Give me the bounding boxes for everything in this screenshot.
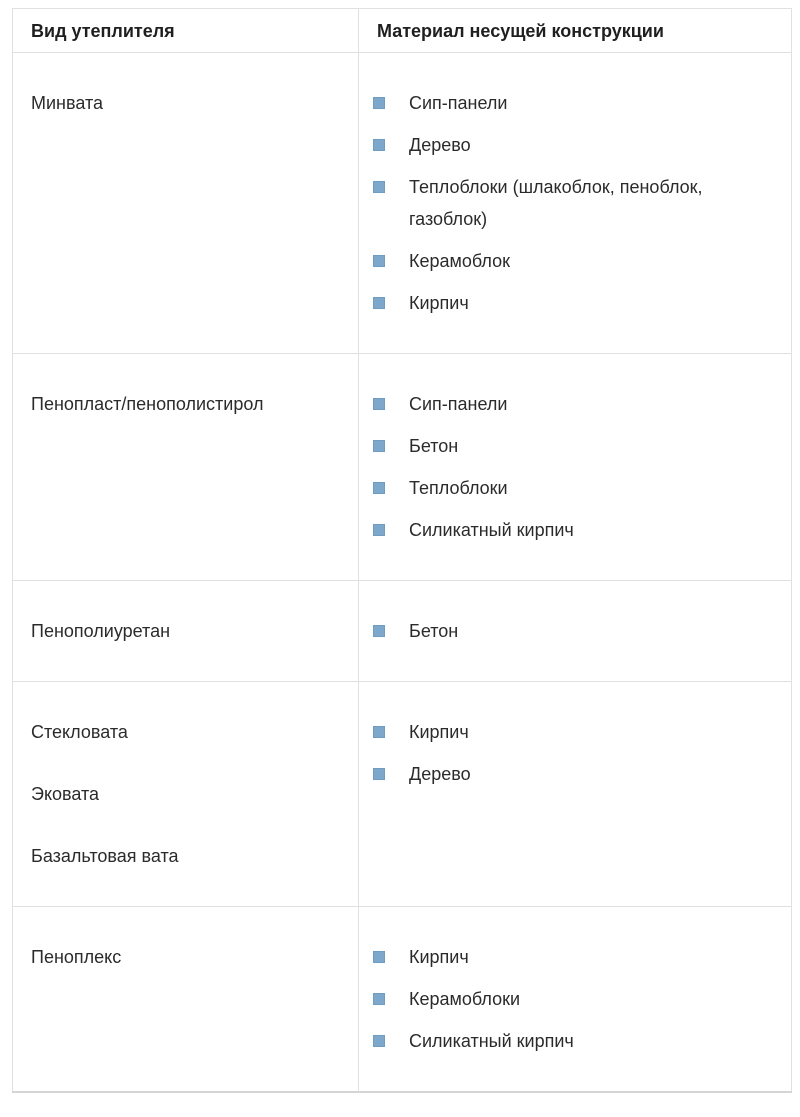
table-header xyxy=(13,9,792,53)
square-bullet-icon xyxy=(373,524,385,536)
materials-list xyxy=(373,615,771,647)
materials-list xyxy=(373,716,771,790)
column-header-structure-material: Материал несущей конструкции xyxy=(359,9,792,53)
square-bullet-icon xyxy=(373,440,385,452)
material-item xyxy=(373,129,771,161)
square-bullet-icon xyxy=(373,398,385,410)
materials-cell xyxy=(359,581,792,682)
material-item-label: Силикатный кирпич xyxy=(409,520,574,540)
square-bullet-icon xyxy=(373,768,385,780)
material-item-label: Силикатный кирпич xyxy=(409,1031,574,1051)
material-item-label: Бетон xyxy=(409,621,459,641)
materials-list xyxy=(373,941,771,1057)
insulation-label: Базальтовая вата xyxy=(31,846,179,866)
table-row xyxy=(13,53,792,354)
insulation-cell xyxy=(13,581,359,682)
insulation-materials-table xyxy=(12,8,792,1093)
insulation-label: Стекловата xyxy=(31,722,128,742)
material-item xyxy=(373,615,771,647)
square-bullet-icon xyxy=(373,625,385,637)
table-row xyxy=(13,907,792,1093)
material-item-label: Кирпич xyxy=(409,722,469,742)
square-bullet-icon xyxy=(373,482,385,494)
square-bullet-icon xyxy=(373,726,385,738)
insulation-cell xyxy=(13,682,359,907)
material-item xyxy=(373,430,771,462)
table-row xyxy=(13,581,792,682)
square-bullet-icon xyxy=(373,181,385,193)
materials-cell xyxy=(359,682,792,907)
materials-list xyxy=(373,388,771,546)
insulation-label: Пенопласт/пенополистирол xyxy=(31,394,264,414)
materials-list xyxy=(373,87,771,319)
column-header-insulation-type: Вид утеплителя xyxy=(13,9,359,53)
insulation-label: Пеноплекс xyxy=(31,947,122,967)
insulation-cell xyxy=(13,53,359,354)
material-item xyxy=(373,941,771,973)
insulation-label: Эковата xyxy=(31,784,100,804)
square-bullet-icon xyxy=(373,255,385,267)
material-item-label: Бетон xyxy=(409,436,459,456)
header-row xyxy=(13,9,792,53)
materials-cell xyxy=(359,354,792,581)
insulation-label: Минвата xyxy=(31,93,104,113)
table-row xyxy=(13,682,792,907)
insulation-label: Пенополиуретан xyxy=(31,621,171,641)
material-item-label: Теплоблоки (шлакоблок, пеноблок, газоблок) xyxy=(409,177,703,229)
table-row xyxy=(13,354,792,581)
square-bullet-icon xyxy=(373,993,385,1005)
square-bullet-icon xyxy=(373,297,385,309)
square-bullet-icon xyxy=(373,951,385,963)
material-item-label: Сип-панели xyxy=(409,394,508,414)
materials-cell xyxy=(359,907,792,1093)
material-item xyxy=(373,87,771,119)
insulation-cell xyxy=(13,907,359,1093)
material-item xyxy=(373,758,771,790)
material-item-label: Дерево xyxy=(409,135,471,155)
material-item-label: Дерево xyxy=(409,764,471,784)
material-item-label: Сип-панели xyxy=(409,93,508,113)
material-item xyxy=(373,1025,771,1057)
material-item xyxy=(373,514,771,546)
material-item xyxy=(373,171,771,235)
table-body xyxy=(13,53,792,1093)
material-item-label: Керамоблок xyxy=(409,251,510,271)
material-item-label: Кирпич xyxy=(409,293,469,313)
square-bullet-icon xyxy=(373,139,385,151)
square-bullet-icon xyxy=(373,97,385,109)
material-item-label: Кирпич xyxy=(409,947,469,967)
material-item xyxy=(373,287,771,319)
square-bullet-icon xyxy=(373,1035,385,1047)
material-item-label: Керамоблоки xyxy=(409,989,521,1009)
insulation-cell xyxy=(13,354,359,581)
material-item xyxy=(373,716,771,748)
material-item-label: Теплоблоки xyxy=(409,478,508,498)
material-item xyxy=(373,983,771,1015)
material-item xyxy=(373,472,771,504)
material-item xyxy=(373,245,771,277)
materials-cell xyxy=(359,53,792,354)
material-item xyxy=(373,388,771,420)
